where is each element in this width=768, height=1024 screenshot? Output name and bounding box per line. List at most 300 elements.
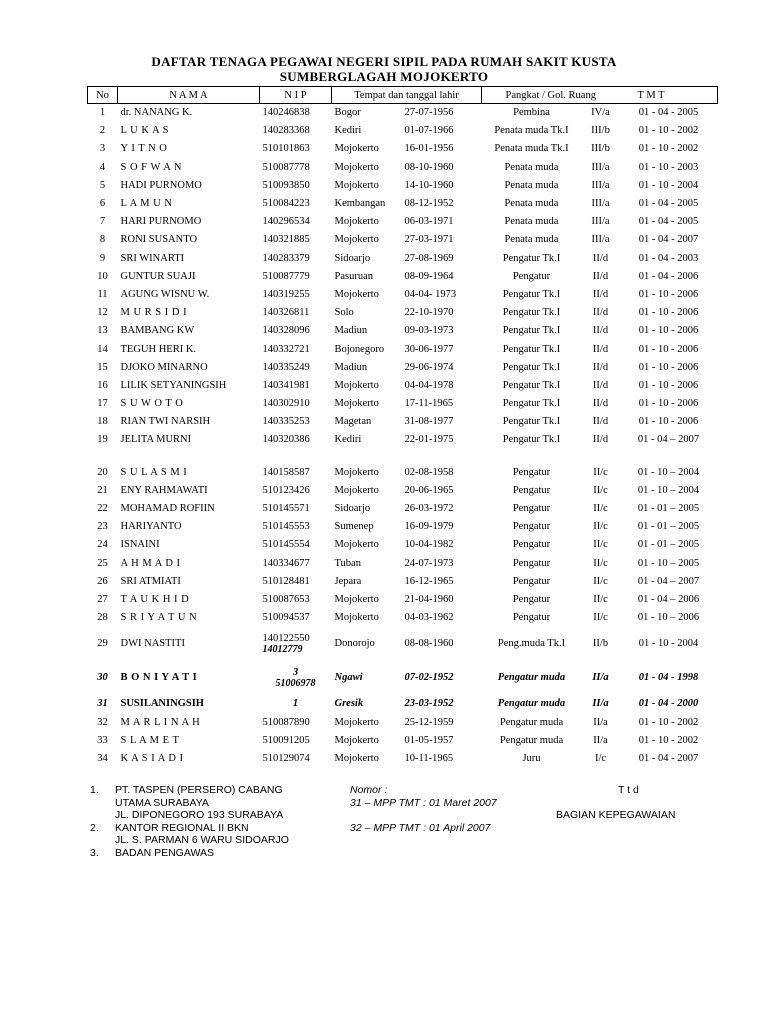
row-pangkat: Pengatur bbox=[512, 575, 551, 587]
row-pangkat: Pengatur Tk.I bbox=[502, 434, 561, 446]
row-nip: 140246838 bbox=[262, 107, 310, 119]
row-pangkat: Pengatur muda bbox=[499, 716, 564, 728]
row-tempat: Mojokerto bbox=[334, 398, 379, 410]
row-nama: Y I T N O bbox=[120, 143, 168, 155]
row-gol: II/c bbox=[593, 503, 608, 515]
title-line-1: DAFTAR TENAGA PEGAWAI NEGERI SIPIL PADA RUMAH SAKIT KUSTA bbox=[151, 54, 617, 69]
row-tmt: 01 - 10 - 2004 bbox=[638, 179, 699, 191]
row-no: 18 bbox=[97, 416, 108, 428]
row-nip: 140158587 bbox=[262, 466, 310, 478]
row-nip: 140319255 bbox=[262, 288, 310, 300]
row-tempat: Kembangan bbox=[334, 198, 386, 210]
table-row bbox=[88, 713, 718, 731]
row-tanggal: 22-10-1970 bbox=[404, 307, 454, 319]
row-gol: II/c bbox=[593, 484, 608, 496]
signature-block bbox=[556, 784, 676, 821]
row-nip: 510145553 bbox=[262, 521, 310, 533]
row-no: 33 bbox=[97, 734, 108, 746]
row-no: 25 bbox=[97, 557, 108, 569]
row-pangkat: Penata muda Tk.I bbox=[494, 125, 569, 137]
row-nama: M A R L I N A H bbox=[120, 716, 201, 728]
row-nip: 510087779 bbox=[262, 270, 310, 282]
row-tempat: Bojonegoro bbox=[334, 343, 385, 355]
row-tmt: 01 - 04 - 2005 bbox=[638, 107, 699, 119]
row-nama: DWI NASTITI bbox=[120, 638, 185, 650]
row-tanggal: 04-04-1978 bbox=[404, 379, 454, 391]
row-tempat: Bogor bbox=[334, 107, 361, 119]
row-tempat: Mojokerto bbox=[334, 593, 379, 605]
row-tmt: 01 - 10 - 2004 bbox=[638, 638, 699, 650]
row-nip: 140321885 bbox=[262, 234, 310, 246]
row-nama: K A S I A D I bbox=[120, 752, 184, 764]
row-no: 9 bbox=[99, 252, 106, 264]
row-nama: S L A M E T bbox=[120, 734, 180, 746]
row-nip: 140335249 bbox=[262, 361, 310, 373]
row-tmt: 01 - 10 - 2006 bbox=[638, 325, 699, 337]
row-pangkat: Penata muda Tk.I bbox=[494, 143, 569, 155]
row-no: 21 bbox=[97, 484, 108, 496]
table-row bbox=[88, 267, 718, 285]
row-pangkat: Pengatur Tk.I bbox=[502, 307, 561, 319]
row-tmt: 01 - 04 - 2006 bbox=[638, 270, 699, 282]
row-tempat: Ngawi bbox=[334, 672, 363, 684]
row-nip: 510087778 bbox=[262, 161, 310, 173]
row-gol: III/b bbox=[591, 125, 610, 137]
row-nip-secondary: 14012779 bbox=[262, 643, 303, 655]
row-no: 17 bbox=[97, 398, 108, 410]
row-nama: TEGUH HERI K. bbox=[120, 343, 197, 355]
row-nama: T A U K H I D bbox=[120, 593, 190, 605]
row-tanggal: 16-01-1956 bbox=[404, 143, 454, 155]
row-no: 24 bbox=[97, 539, 108, 551]
row-tempat: Mojokerto bbox=[334, 216, 379, 228]
row-tmt: 01 - 10 - 2006 bbox=[638, 307, 699, 319]
row-nama: L A M U N bbox=[120, 198, 173, 210]
row-nip: 1 bbox=[292, 698, 299, 710]
row-tanggal: 08-10-1960 bbox=[404, 161, 454, 173]
row-nip: 140296534 bbox=[262, 216, 310, 228]
row-tempat: Gresik bbox=[334, 698, 364, 710]
row-no: 11 bbox=[97, 288, 108, 300]
ttd-label: T t d bbox=[618, 784, 639, 796]
row-tmt: 01 - 04 – 2006 bbox=[637, 593, 700, 605]
table-row bbox=[88, 176, 718, 194]
row-pangkat: Peng.muda Tk.I bbox=[497, 638, 566, 650]
row-gol: II/d bbox=[592, 325, 609, 337]
row-pangkat: Pengatur bbox=[512, 521, 551, 533]
row-nama: MOHAMAD ROFIIN bbox=[120, 503, 215, 515]
table-row bbox=[88, 395, 718, 413]
row-tmt: 01 - 04 – 2007 bbox=[637, 434, 700, 446]
row-no: 7 bbox=[99, 216, 106, 228]
row-gol: III/b bbox=[591, 143, 610, 155]
table-row bbox=[88, 590, 718, 608]
row-nama: S R I Y A T U N bbox=[120, 612, 198, 624]
row-nama: BAMBANG KW bbox=[120, 325, 195, 337]
table-row bbox=[88, 158, 718, 176]
row-nip: 510093850 bbox=[262, 179, 310, 191]
row-tempat: Mojokerto bbox=[334, 466, 379, 478]
row-nama: LILIK SETYANINGSIH bbox=[120, 379, 227, 391]
row-tanggal: 08-08-1960 bbox=[404, 638, 454, 650]
row-nip: 140302910 bbox=[262, 398, 310, 410]
row-nip: 510123426 bbox=[262, 484, 310, 496]
table-row bbox=[88, 609, 718, 627]
recipient-line: BADAN PENGAWAS bbox=[115, 846, 214, 859]
recipient-line: PT. TASPEN (PERSERO) CABANG bbox=[115, 784, 283, 796]
row-tmt: 01 - 10 - 2002 bbox=[638, 143, 699, 155]
row-nip: 510128481 bbox=[262, 575, 310, 587]
row-gol: II/a bbox=[593, 734, 608, 746]
row-tanggal: 27-07-1956 bbox=[404, 107, 454, 119]
row-tmt: 01 - 10 - 2006 bbox=[638, 361, 699, 373]
row-gol: II/d bbox=[592, 270, 609, 282]
row-no: 2 bbox=[99, 125, 106, 137]
row-nama: dr. NANANG K. bbox=[120, 107, 193, 119]
row-tempat: Tuban bbox=[334, 557, 361, 569]
row-nama: A H M A D I bbox=[120, 557, 181, 569]
table-row bbox=[88, 749, 718, 767]
row-gol: II/d bbox=[592, 252, 609, 264]
row-pangkat: Pengatur Tk.I bbox=[502, 252, 561, 264]
row-no: 3 bbox=[99, 143, 106, 155]
row-tanggal: 27-08-1969 bbox=[404, 252, 454, 264]
row-tmt: 01 - 10 - 2002 bbox=[638, 716, 699, 728]
row-tempat: Madiun bbox=[334, 325, 368, 337]
row-no: 20 bbox=[97, 466, 108, 478]
header-tmt: T M T bbox=[620, 87, 718, 104]
document-title bbox=[0, 54, 768, 84]
row-nip bbox=[260, 627, 332, 661]
row-nama: SUSILANINGSIH bbox=[120, 698, 204, 710]
row-tanggal: 10-11-1965 bbox=[404, 752, 454, 764]
row-tempat: Kediri bbox=[334, 434, 362, 446]
row-tempat: Donorojo bbox=[334, 638, 375, 650]
row-tempat: Mojokerto bbox=[334, 143, 379, 155]
row-nip: 510087890 bbox=[262, 716, 310, 728]
row-pangkat: Pengatur muda bbox=[497, 672, 566, 684]
row-tanggal: 06-03-1971 bbox=[404, 216, 454, 228]
header-no: No bbox=[88, 87, 118, 104]
row-tempat: Jepara bbox=[334, 575, 362, 587]
row-tanggal: 24-07-1973 bbox=[404, 557, 454, 569]
row-tanggal: 08-09-1964 bbox=[404, 270, 454, 282]
row-gol: II/d bbox=[592, 343, 609, 355]
row-pangkat: Penata muda bbox=[504, 161, 559, 173]
row-tanggal: 31-08-1977 bbox=[404, 416, 454, 428]
row-nip-primary: 140122550 bbox=[262, 632, 310, 644]
row-tanggal: 07-02-1952 bbox=[404, 672, 454, 684]
row-no: 5 bbox=[99, 179, 106, 191]
row-tmt: 01 - 10 - 2003 bbox=[638, 161, 699, 173]
row-no: 14 bbox=[97, 343, 108, 355]
row-pangkat: Pengatur muda bbox=[499, 734, 564, 746]
row-tempat: Sidoarjo bbox=[334, 252, 371, 264]
row-no: 13 bbox=[97, 325, 108, 337]
row-no: 28 bbox=[97, 612, 108, 624]
table-row bbox=[88, 358, 718, 376]
table-row bbox=[88, 463, 718, 481]
row-pangkat: Penata muda bbox=[504, 198, 559, 210]
table-row bbox=[88, 518, 718, 536]
employee-table bbox=[87, 86, 718, 768]
row-nama: SRI ATMIATI bbox=[120, 575, 181, 587]
row-pangkat: Penata muda bbox=[504, 179, 559, 191]
row-nama: SRI WINARTI bbox=[120, 252, 185, 264]
table-row bbox=[88, 122, 718, 140]
row-pangkat: Pengatur bbox=[512, 466, 551, 478]
row-pangkat: Pengatur bbox=[512, 484, 551, 496]
row-pangkat: Penata muda bbox=[504, 216, 559, 228]
row-tempat: Mojokerto bbox=[334, 288, 379, 300]
table-row bbox=[88, 661, 718, 695]
table-row bbox=[88, 413, 718, 431]
row-gol: II/d bbox=[592, 288, 609, 300]
row-tempat: Mojokerto bbox=[334, 234, 379, 246]
row-tmt: 01 - 04 - 1998 bbox=[638, 672, 699, 684]
row-nip: 510145571 bbox=[262, 503, 310, 515]
row-tanggal: 08-12-1952 bbox=[404, 198, 454, 210]
row-nip: 510129074 bbox=[262, 752, 310, 764]
row-no: 6 bbox=[99, 198, 106, 210]
row-no: 29 bbox=[97, 638, 108, 650]
nomor-block bbox=[350, 784, 497, 834]
row-gol: II/a bbox=[592, 698, 609, 710]
table-row bbox=[88, 431, 718, 449]
row-tmt: 01 - 10 - 2006 bbox=[638, 416, 699, 428]
row-gol: III/a bbox=[591, 216, 610, 228]
table-row bbox=[88, 285, 718, 303]
recipient-number: 2. bbox=[90, 821, 99, 834]
row-nama: RONI SUSANTO bbox=[120, 234, 198, 246]
row-nip: 510094537 bbox=[262, 612, 310, 624]
row-tmt: 01 - 04 - 2000 bbox=[638, 698, 699, 710]
row-nip-primary: 3 bbox=[292, 666, 299, 678]
row-tempat: Sidoarjo bbox=[334, 503, 371, 515]
recipient-line: JL. DIPONEGORO 193 SURABAYA bbox=[115, 809, 284, 821]
row-nip: 510145554 bbox=[262, 539, 310, 551]
recipient-number: 1. bbox=[90, 784, 99, 796]
row-no: 19 bbox=[97, 434, 108, 446]
row-tempat: Mojokerto bbox=[334, 734, 379, 746]
table-row bbox=[88, 104, 718, 122]
table-row bbox=[88, 481, 718, 499]
row-gol: II/b bbox=[592, 638, 609, 650]
row-gol: II/d bbox=[592, 416, 609, 428]
row-nip: 140283379 bbox=[262, 252, 310, 264]
row-pangkat: Pengatur bbox=[512, 612, 551, 624]
row-nama: GUNTUR SUAJI bbox=[120, 270, 196, 282]
row-tmt: 01 - 04 - 2007 bbox=[638, 752, 699, 764]
row-pangkat: Pengatur Tk.I bbox=[502, 325, 561, 337]
recipient-line: KANTOR REGIONAL II BKN bbox=[115, 821, 249, 834]
row-nip-secondary: 51006978 bbox=[275, 677, 316, 689]
row-nama: AGUNG WISNU W. bbox=[120, 288, 210, 300]
row-tanggal: 02-08-1958 bbox=[404, 466, 454, 478]
row-tmt: 01 - 10 – 2004 bbox=[637, 466, 700, 478]
row-pangkat: Pengatur bbox=[512, 503, 551, 515]
row-nip: 140334677 bbox=[262, 557, 310, 569]
row-no: 22 bbox=[97, 503, 108, 515]
row-no: 32 bbox=[97, 716, 108, 728]
row-pangkat: Pengatur Tk.I bbox=[502, 343, 561, 355]
table-body bbox=[88, 104, 718, 768]
row-tanggal: 17-11-1965 bbox=[404, 398, 454, 410]
row-nip: 140320386 bbox=[262, 434, 310, 446]
table-row bbox=[88, 627, 718, 661]
row-gol: II/a bbox=[593, 716, 608, 728]
row-tempat: Mojokerto bbox=[334, 484, 379, 496]
table-row bbox=[88, 572, 718, 590]
row-tempat: Mojokerto bbox=[334, 161, 379, 173]
row-nip: 510101863 bbox=[262, 143, 310, 155]
table-row bbox=[88, 695, 718, 713]
row-nip: 510091205 bbox=[262, 734, 310, 746]
row-tanggal: 21-04-1960 bbox=[404, 593, 454, 605]
row-tempat: Magetan bbox=[334, 416, 372, 428]
row-pangkat: Pembina bbox=[513, 107, 550, 119]
row-no: 34 bbox=[97, 752, 108, 764]
row-tanggal: 22-01-1975 bbox=[404, 434, 454, 446]
row-pangkat: Pengatur bbox=[512, 539, 551, 551]
row-tanggal: 20-06-1965 bbox=[404, 484, 454, 496]
row-pangkat: Pengatur Tk.I bbox=[502, 379, 561, 391]
row-no: 31 bbox=[97, 698, 108, 710]
row-tanggal: 16-09-1979 bbox=[404, 521, 454, 533]
row-gol: II/d bbox=[592, 379, 609, 391]
row-pangkat: Pengatur Tk.I bbox=[502, 398, 561, 410]
header-ttl: Tempat dan tanggal lahir bbox=[332, 87, 482, 104]
row-tmt: 01 - 04 - 2007 bbox=[638, 234, 699, 246]
recipient-number: 3. bbox=[90, 846, 99, 859]
row-pangkat: Pengatur bbox=[512, 557, 551, 569]
row-nip: 510084223 bbox=[262, 198, 310, 210]
row-nip: 140335253 bbox=[262, 416, 310, 428]
row-tempat: Pasuruan bbox=[334, 270, 373, 282]
row-tmt: 01 - 10 – 2006 bbox=[637, 612, 700, 624]
row-nama: B O N I Y A T I bbox=[120, 672, 198, 684]
row-nip: 140326811 bbox=[262, 307, 310, 319]
row-nama: M U R S I D I bbox=[120, 307, 188, 319]
row-tanggal: 23-03-1952 bbox=[404, 698, 454, 710]
row-gol: II/d bbox=[592, 398, 609, 410]
row-nama: L U K A S bbox=[120, 125, 169, 137]
row-nama: S U W O T O bbox=[120, 398, 184, 410]
row-gol: II/c bbox=[593, 575, 608, 587]
header-nip: N I P bbox=[260, 87, 332, 104]
row-tanggal: 01-07-1966 bbox=[404, 125, 454, 137]
row-tmt: 01 - 01 – 2005 bbox=[637, 503, 700, 515]
row-nama: ENY RAHMAWATI bbox=[120, 484, 208, 496]
row-tmt: 01 - 10 - 2006 bbox=[638, 398, 699, 410]
row-tmt: 01 - 04 - 2005 bbox=[638, 216, 699, 228]
table-row bbox=[88, 340, 718, 358]
row-tmt: 01 - 04 – 2007 bbox=[637, 575, 700, 587]
row-tmt: 01 - 10 – 2005 bbox=[637, 557, 700, 569]
row-tanggal: 30-06-1977 bbox=[404, 343, 454, 355]
row-tanggal: 27-03-1971 bbox=[404, 234, 454, 246]
row-tmt: 01 - 10 - 2006 bbox=[638, 288, 699, 300]
row-tanggal: 25-12-1959 bbox=[404, 716, 454, 728]
row-no: 1 bbox=[99, 107, 106, 119]
row-nip: 510087653 bbox=[262, 593, 310, 605]
nomor-32: 32 – MPP TMT : 01 April 2007 bbox=[350, 821, 491, 834]
row-tmt: 01 - 10 – 2004 bbox=[637, 484, 700, 496]
row-pangkat: Pengatur bbox=[512, 270, 551, 282]
row-nama: HARI PURNOMO bbox=[120, 216, 202, 228]
row-pangkat: Pengatur Tk.I bbox=[502, 361, 561, 373]
row-nip: 140328096 bbox=[262, 325, 310, 337]
row-gol: III/a bbox=[591, 161, 610, 173]
row-gol: II/c bbox=[593, 466, 608, 478]
table-row bbox=[88, 140, 718, 158]
table-row bbox=[88, 731, 718, 749]
row-gol: III/a bbox=[591, 234, 610, 246]
header-pangkat: Pangkat / Gol. Ruang bbox=[482, 87, 620, 104]
row-nama: ISNAINI bbox=[120, 539, 160, 551]
row-tmt: 01 - 10 - 2006 bbox=[638, 343, 699, 355]
recipient-line: JL. S. PARMAN 6 WARU SIDOARJO bbox=[115, 834, 289, 846]
row-no: 27 bbox=[97, 593, 108, 605]
table-row bbox=[88, 249, 718, 267]
row-tempat: Mojokerto bbox=[334, 539, 379, 551]
row-tanggal: 14-10-1960 bbox=[404, 179, 454, 191]
row-no: 10 bbox=[97, 270, 108, 282]
row-gol: IV/a bbox=[591, 107, 610, 119]
row-pangkat: Pengatur bbox=[512, 593, 551, 605]
row-gol: III/a bbox=[591, 198, 610, 210]
row-gol: I/c bbox=[594, 752, 607, 764]
row-tanggal: 10-04-1982 bbox=[404, 539, 454, 551]
row-tempat: Mojokerto bbox=[334, 379, 379, 391]
row-gol: II/c bbox=[593, 593, 608, 605]
row-nama: S U L A S M I bbox=[120, 466, 188, 478]
row-no: 8 bbox=[99, 234, 106, 246]
row-gol: II/d bbox=[592, 307, 609, 319]
table-row bbox=[88, 322, 718, 340]
row-tanggal: 01-05-1957 bbox=[404, 734, 454, 746]
row-tmt: 01 - 10 - 2002 bbox=[638, 125, 699, 137]
row-gol: II/c bbox=[593, 612, 608, 624]
row-tmt: 01 - 10 - 2006 bbox=[638, 379, 699, 391]
row-gol: II/c bbox=[593, 557, 608, 569]
table-row bbox=[88, 213, 718, 231]
nomor-31: 31 – MPP TMT : 01 Maret 2007 bbox=[350, 796, 497, 809]
row-pangkat: Pengatur Tk.I bbox=[502, 416, 561, 428]
row-nip: 140341981 bbox=[262, 379, 310, 391]
row-tanggal: 04-03-1962 bbox=[404, 612, 454, 624]
table-row bbox=[88, 376, 718, 394]
row-tmt: 01 - 01 – 2005 bbox=[637, 521, 700, 533]
recipient-line: UTAMA SURABAYA bbox=[115, 796, 209, 809]
row-tmt: 01 - 01 – 2005 bbox=[637, 539, 700, 551]
row-nama: DJOKO MINARNO bbox=[120, 361, 208, 373]
row-nama: RIAN TWI NARSIH bbox=[120, 416, 211, 428]
row-tempat: Mojokerto bbox=[334, 716, 379, 728]
row-gol: II/c bbox=[593, 521, 608, 533]
row-spacer bbox=[88, 449, 718, 463]
row-tanggal: 16-12-1965 bbox=[404, 575, 454, 587]
row-nama: JELITA MURNI bbox=[120, 434, 192, 446]
row-no: 4 bbox=[99, 161, 106, 173]
row-tmt: 01 - 04 - 2005 bbox=[638, 198, 699, 210]
row-nama: S O F W A N bbox=[120, 161, 182, 173]
table-row bbox=[88, 194, 718, 212]
row-tempat: Mojokerto bbox=[334, 752, 379, 764]
table-row bbox=[88, 304, 718, 322]
row-gol: III/a bbox=[591, 179, 610, 191]
table-row bbox=[88, 499, 718, 517]
